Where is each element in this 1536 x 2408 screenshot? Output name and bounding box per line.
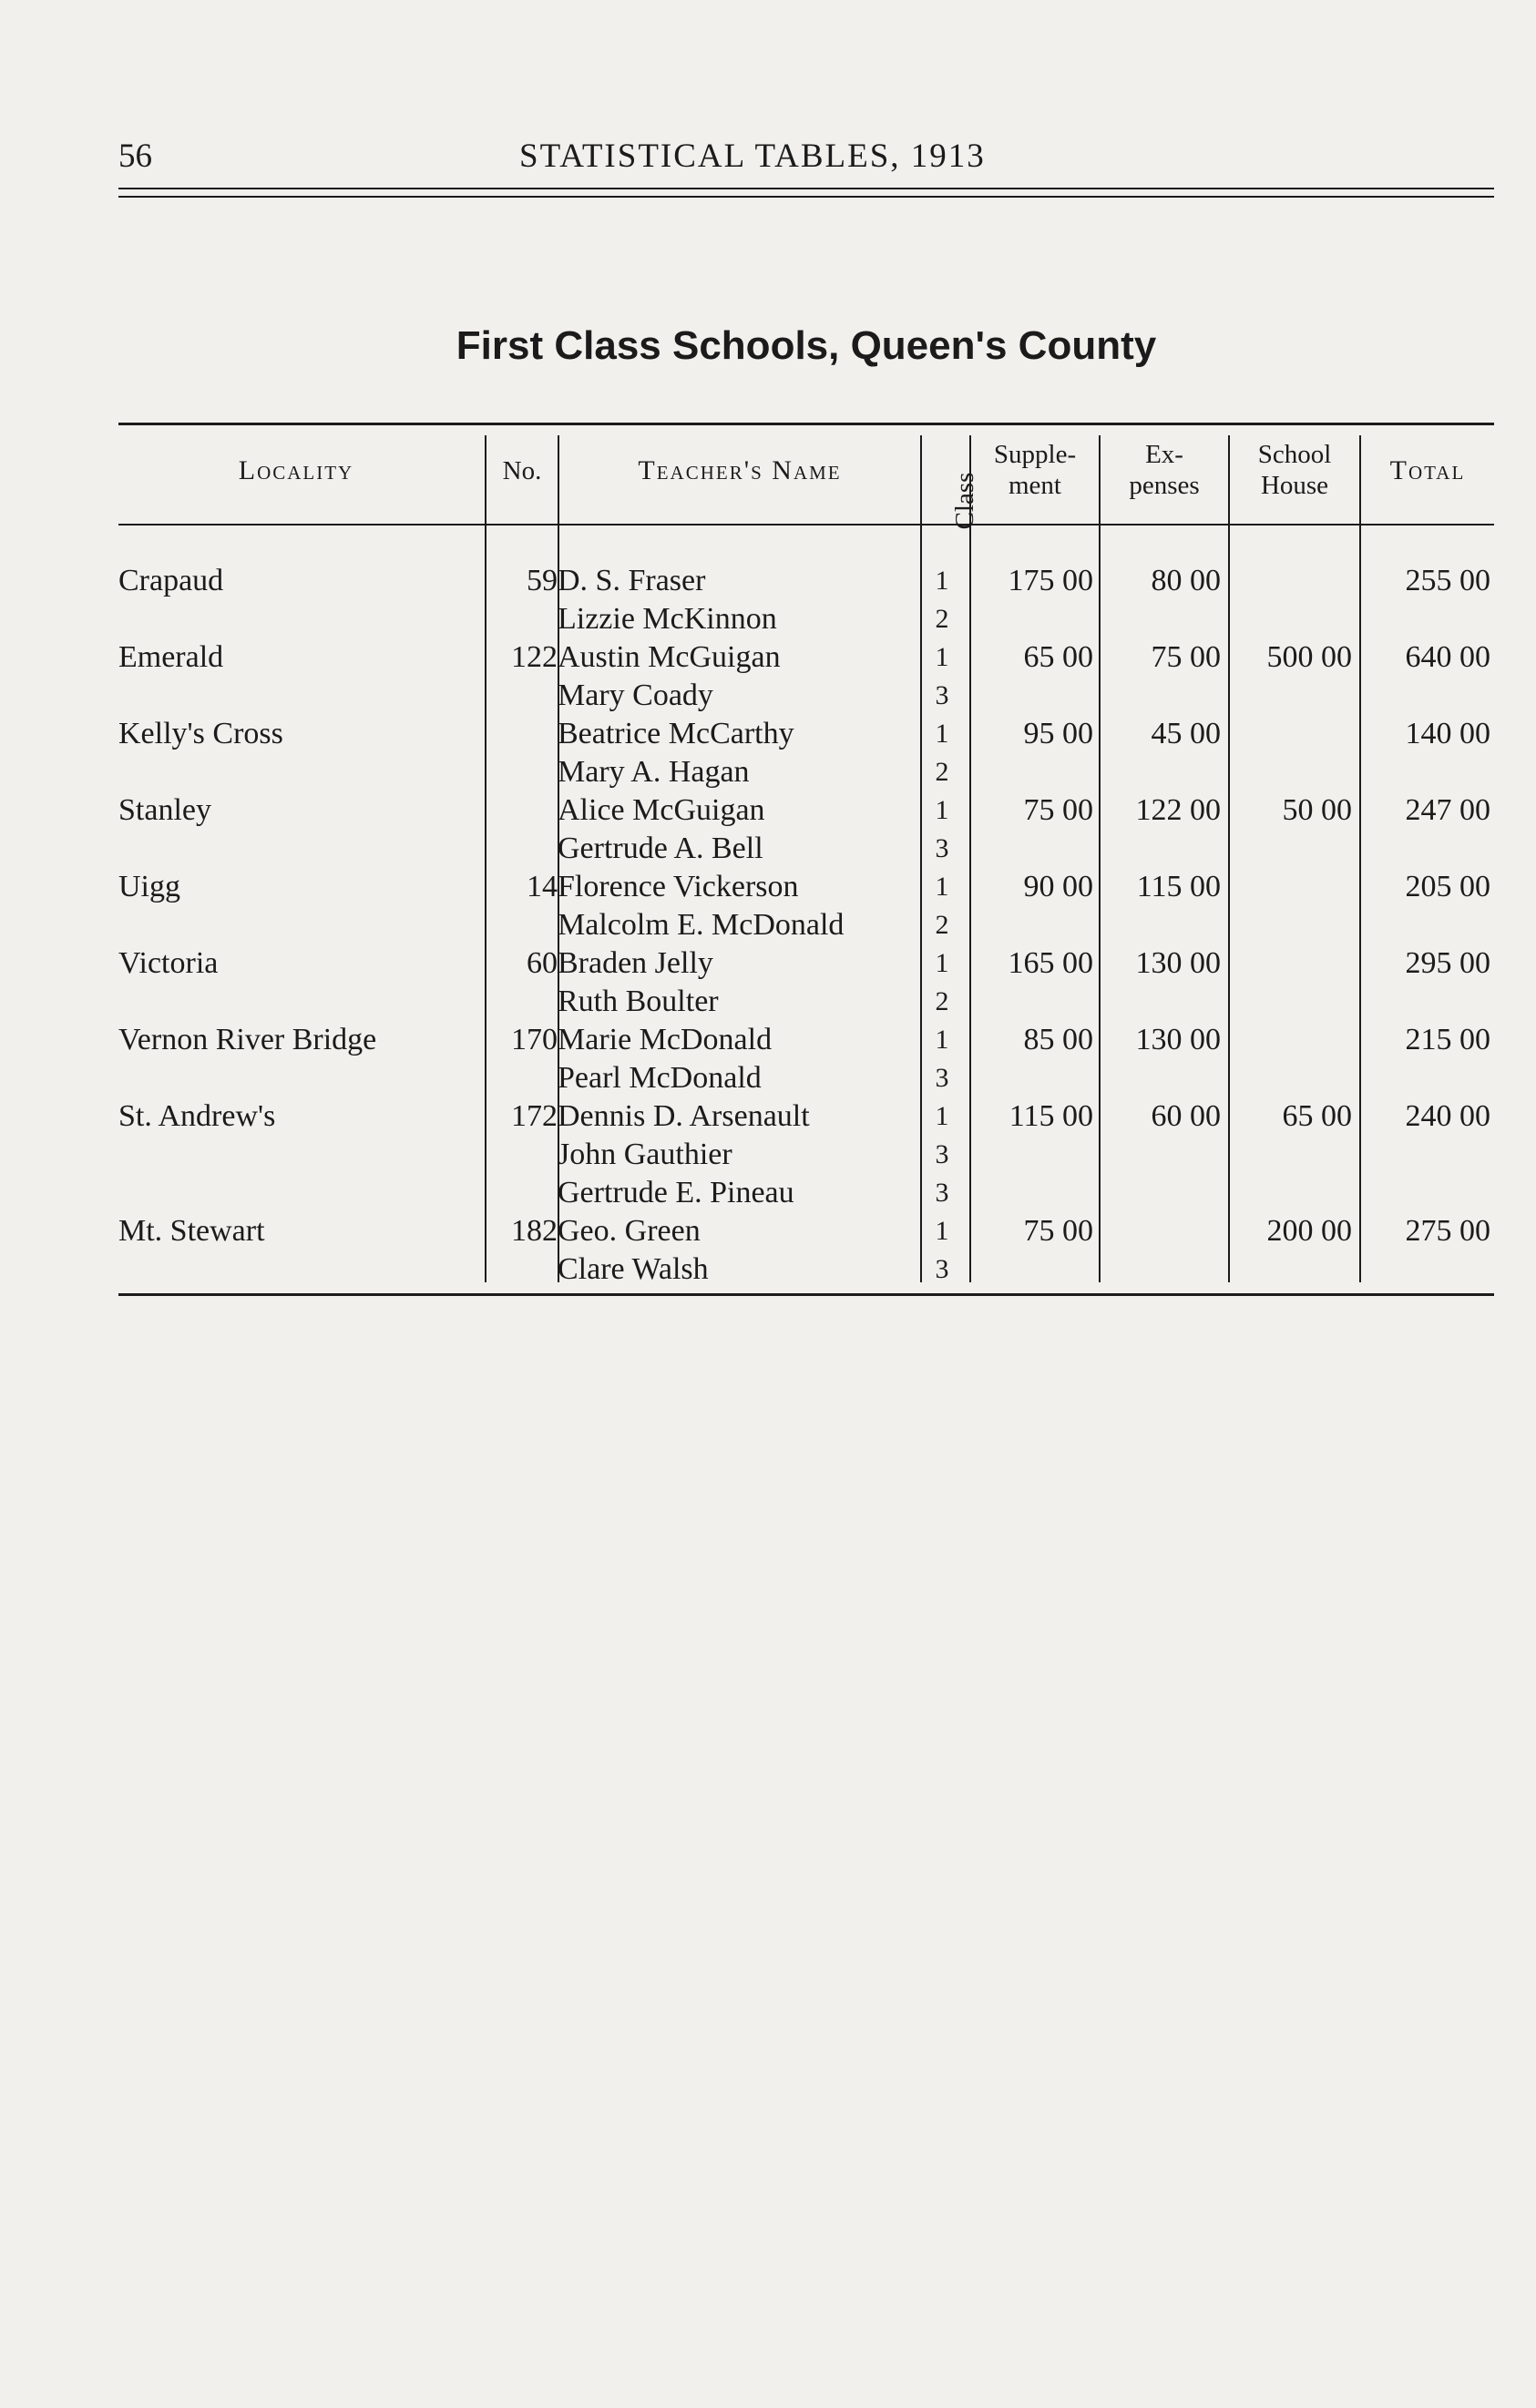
cell-supplement: 75 00 [1023,1214,1093,1248]
cell-school-house: 500 00 [1266,640,1352,674]
cell-supplement: 115 00 [1009,1099,1093,1133]
cell-total: 275 00 [1405,1214,1490,1248]
cell-no: 172 [511,1099,558,1133]
cell-supplement: 165 00 [1008,946,1093,980]
cell-expenses: 60 00 [1151,1099,1221,1133]
cell-teacher: Alice McGuigan [558,793,765,827]
cell-class: 1 [935,1101,949,1131]
header-no: No. [502,456,542,485]
cell-locality: Emerald [118,640,224,674]
page-number: 56 [118,138,152,175]
header-rule-bottom [118,196,1494,198]
cell-class: 1 [935,872,949,902]
cell-teacher: Pearl McDonald [558,1061,762,1095]
cell-school-house: 50 00 [1282,793,1352,827]
cell-locality: Victoria [118,946,219,980]
cell-school-house: 200 00 [1266,1214,1352,1248]
cell-locality: Vernon River Bridge [118,1023,377,1056]
cell-expenses: 45 00 [1151,717,1221,750]
cell-class: 3 [935,1254,949,1284]
header-rule-top [118,188,1494,189]
cell-class: 2 [935,986,949,1016]
header-expenses [1101,439,1228,501]
cell-teacher: Marie McDonald [558,1023,773,1056]
cell-teacher: Lizzie McKinnon [558,602,777,636]
header-supplement-line2: ment [1009,471,1061,500]
cell-teacher: Clare Walsh [558,1252,709,1286]
cell-class: 2 [935,910,949,940]
running-title: STATISTICAL TABLES, 1913 [519,138,986,175]
cell-teacher: Dennis D. Arsenault [558,1099,810,1133]
cell-class: 2 [935,604,949,634]
cell-supplement: 75 00 [1023,793,1093,827]
cell-teacher: Gertrude A. Bell [558,832,763,865]
cell-teacher: Mary A. Hagan [558,755,750,789]
cell-teacher: Gertrude E. Pineau [558,1176,794,1209]
cell-locality: Uigg [118,870,180,903]
cell-total: 205 00 [1405,870,1490,903]
cell-supplement: 90 00 [1023,870,1093,903]
header-class: Class [950,472,979,530]
header-total: Total [1389,455,1466,485]
header-expenses-line1: Ex- [1145,440,1183,469]
cell-school-house: 65 00 [1282,1099,1352,1133]
cell-class: 3 [935,680,949,710]
cell-class: 3 [935,1178,949,1208]
cell-class: 1 [935,642,949,672]
cell-total: 640 00 [1405,640,1490,674]
cell-supplement: 65 00 [1023,640,1093,674]
cell-total: 215 00 [1405,1023,1490,1056]
cell-class: 1 [935,948,949,978]
table-top-rule [118,423,1494,425]
cell-teacher: Florence Vickerson [558,870,799,903]
cell-locality: Crapaud [118,564,224,597]
cell-locality: St. Andrew's [118,1099,276,1133]
cell-supplement: 95 00 [1023,717,1093,750]
table-title: First Class Schools, Queen's County [456,323,1157,368]
column-divider [1099,435,1101,1282]
cell-expenses: 75 00 [1151,640,1221,674]
cell-expenses: 80 00 [1151,564,1221,597]
header-locality: Locality [238,455,354,485]
cell-no: 170 [511,1023,558,1056]
cell-no: 182 [511,1214,558,1248]
cell-supplement: 175 00 [1008,564,1093,597]
cell-total: 140 00 [1405,717,1490,750]
cell-class: 2 [935,757,949,787]
cell-class: 1 [935,719,949,749]
table-bottom-rule [118,1293,1494,1296]
cell-class: 3 [935,1139,949,1169]
cell-teacher: Malcolm E. McDonald [558,908,845,942]
cell-no: 122 [511,640,558,674]
cell-expenses: 130 00 [1135,946,1221,980]
cell-teacher: Ruth Boulter [558,985,719,1018]
cell-expenses: 130 00 [1135,1023,1221,1056]
cell-expenses: 115 00 [1136,870,1221,903]
header-expenses-line2: penses [1129,471,1200,500]
cell-expenses: 122 00 [1135,793,1221,827]
cell-locality: Stanley [118,793,211,827]
column-divider [969,435,971,1282]
column-divider [1359,435,1361,1282]
cell-teacher: Mary Coady [558,679,713,712]
cell-teacher: Geo. Green [558,1214,701,1248]
page-header [118,128,1494,182]
cell-locality: Kelly's Cross [118,717,283,750]
header-supplement-line1: Supple- [993,440,1077,469]
header-school-house-line2: House [1260,471,1329,500]
cell-no: 59 [527,564,558,597]
cell-teacher: D. S. Fraser [558,564,706,597]
header-teacher: Teacher's Name [638,455,842,485]
header-supplement [971,439,1099,501]
cell-total: 255 00 [1405,564,1490,597]
cell-teacher: Braden Jelly [558,946,713,980]
column-divider [1228,435,1230,1282]
cell-supplement: 85 00 [1023,1023,1093,1056]
table-header-rule [118,524,1494,525]
cell-total: 295 00 [1405,946,1490,980]
cell-teacher: Beatrice McCarthy [558,717,794,750]
cell-class: 3 [935,1063,949,1093]
cell-no: 14 [527,870,558,903]
cell-class: 3 [935,833,949,863]
cell-class: 1 [935,566,949,596]
cell-class: 1 [935,795,949,825]
cell-teacher: John Gauthier [558,1138,732,1171]
cell-total: 247 00 [1405,793,1490,827]
cell-class: 1 [935,1025,949,1055]
cell-teacher: Austin McGuigan [558,640,781,674]
cell-no: 60 [527,946,558,980]
header-school-house-line1: School [1257,440,1332,469]
cell-class: 1 [935,1216,949,1246]
cell-locality: Mt. Stewart [118,1214,265,1248]
cell-total: 240 00 [1405,1099,1490,1133]
header-school-house [1230,439,1359,501]
